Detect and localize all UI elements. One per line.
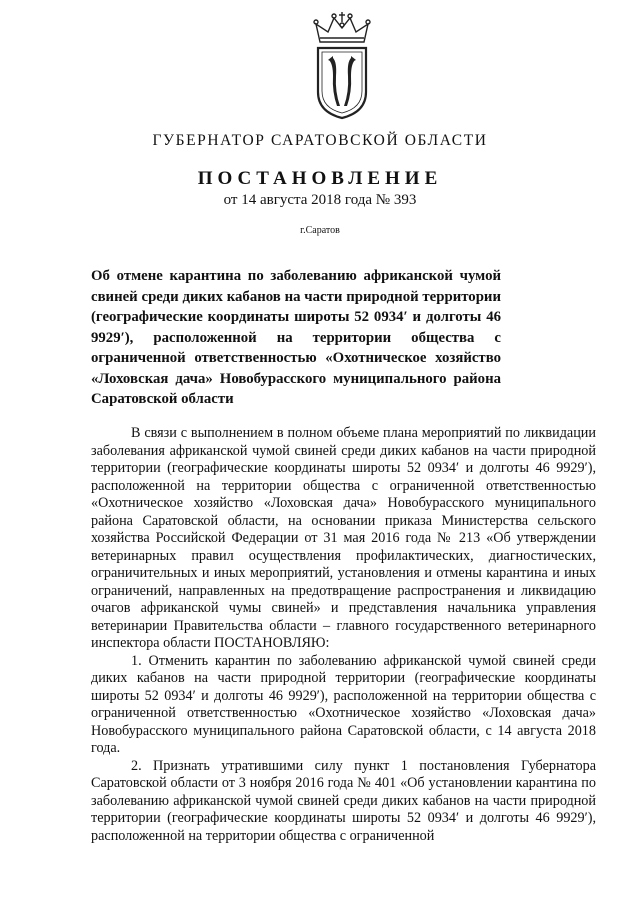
document-date-number: от 14 августа 2018 года № 393	[223, 192, 417, 208]
document-city: г.Саратов	[300, 225, 340, 236]
document-body	[91, 425, 596, 845]
saratov-coat-of-arms-icon	[306, 12, 378, 122]
document-header	[0, 132, 640, 236]
issuing-authority: ГУБЕРНАТОР САРАТОВСКОЙ ОБЛАСТИ	[152, 132, 488, 149]
document-type: ПОСТАНОВЛЕНИЕ	[197, 168, 443, 189]
document-title: Об отмене карантина по заболеванию африканской чумой свиней среди диких кабанов на части природной территории (географические координаты широты 52 0934′ и долготы 46 9929′), расположенной на территории общества с ограниченной ответственностью «Охотническое хозяйство «Лоховская дача» Новобурасского муниципального района Саратовской области	[91, 268, 501, 407]
item-2-paragraph: 2. Признать утратившими силу пункт 1 постановления Губернатора Саратовской области от 3 ноября 2016 года № 401 «Об установлении карантина по заболеванию африканской чумой свиней среди диких кабанов на части природной территории (географические координаты широты 52 0934′ и долготы 46 9929′), расположенной на территории общества с ограниченной	[91, 757, 596, 844]
preamble-paragraph: В связи с выполнением в полном объеме плана мероприятий по ликвидации заболевания африканской чумой свиней среди диких кабанов на части природной территории (географические координаты широты 52 0934′ и долготы 46 9929′), расположенной на территории общества с ограниченной ответственностью «Охотническое хозяйство «Лоховская дача» Новобурасского муниципального района Саратовской области, на основании приказа Министерства сельского хозяйства Российской Федерации от 31 мая 2016 года № 213 «Об утверждении ветеринарных правил осуществления профилактических, диагностических, ограничительных и иных мероприятий, установления и отмены карантина и иных ограничений, направленных на предотвращение распространения и ликвидацию очагов африканской чумы свиней» и представления начальника управления ветеринарии Правительства области – главного государственного ветеринарного инспектора области ПОСТАНОВЛЯЮ:	[91, 425, 596, 651]
item-1-paragraph: 1. Отменить карантин по заболеванию африканской чумой свиней среди диких кабанов на части природной территории (географические координаты широты 52 0934′ и долготы 46 9929′), расположенной на территории общества с ограниченной ответственностью «Охотническое хозяйство «Лоховская дача» Новобурасского муниципального района Саратовской области, с 14 августа 2018 года.	[91, 652, 596, 756]
